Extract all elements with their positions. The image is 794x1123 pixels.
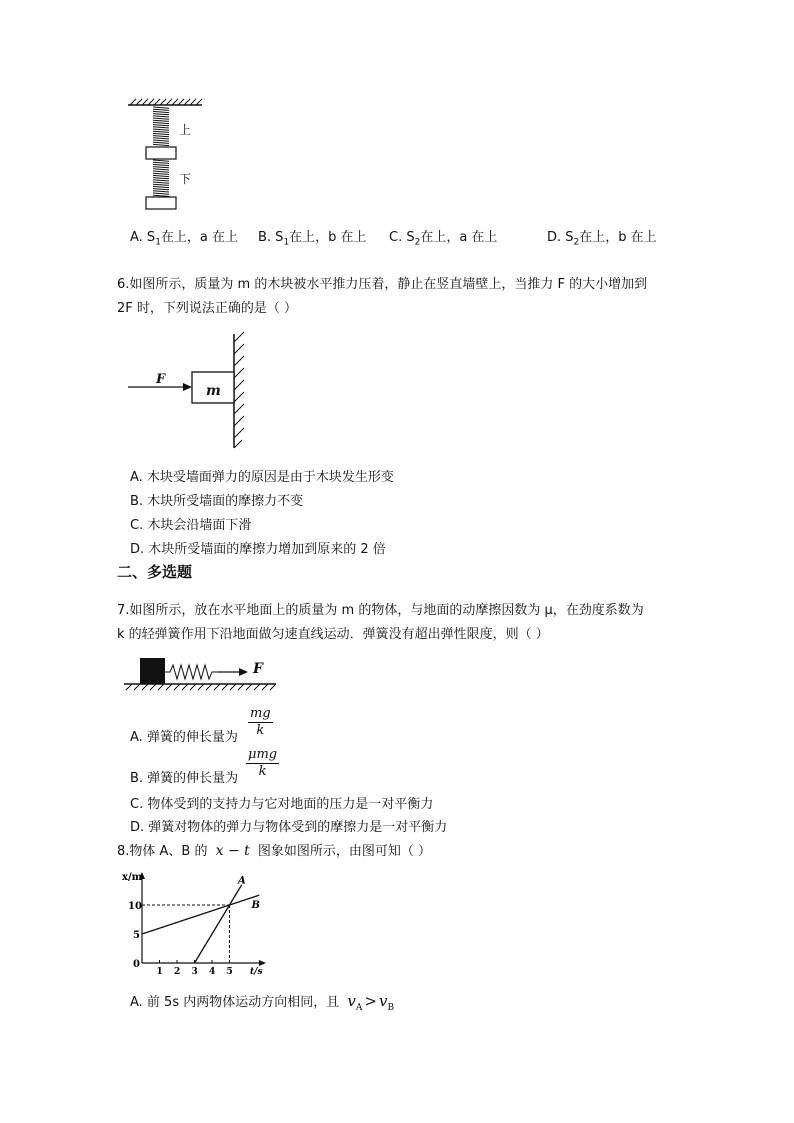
q8-stem: 8.物体 A、B 的 x − t 图象如图所示，由图可知（ ） (117, 843, 432, 859)
x-axis-arrow (259, 960, 266, 966)
q7-force-label: F (253, 661, 263, 677)
x-tick-label: 4 (209, 967, 216, 977)
q6-option-c[interactable]: C. 木块会沿墙面下滑 (130, 518, 252, 533)
series-label-A: A (238, 875, 246, 887)
q8-stem-math: x − t (215, 843, 250, 859)
x-tick-label: 3 (191, 967, 198, 977)
y-axis-label: x/m (122, 872, 143, 883)
q6-option-a[interactable]: A. 木块受墙面弹力的原因是由于木块发生形变 (130, 470, 394, 485)
q8-option-a[interactable] (130, 991, 394, 1013)
series-label-B: B (251, 900, 260, 911)
q6-option-d[interactable]: D. 木块所受墙面的摩擦力增加到原来的 2 倍 (130, 542, 386, 557)
y-tick-label: 10 (128, 901, 142, 912)
q6-option-b[interactable]: B. 木块所受墙面的摩擦力不变 (130, 494, 304, 509)
q6-block-wall-figure (120, 330, 260, 452)
x-axis-label: t/s (250, 967, 263, 977)
series-line-B (142, 895, 259, 934)
q7-option-a-text: A. 弹簧的伸长量为 (130, 730, 238, 745)
q7-option-b-text: B. 弹簧的伸长量为 (130, 771, 239, 786)
q7-option-b[interactable] (130, 767, 238, 786)
q6-force-label: F (156, 372, 166, 387)
q8-option-a-text: A. 前 5s 内两物体运动方向相同，且 (130, 995, 340, 1010)
x-tick-label: 2 (174, 967, 181, 977)
series-line-A (195, 885, 242, 963)
q5-option-a[interactable]: A. $S_1$在上，a 在上 (130, 230, 239, 248)
q7-option-b-fraction: μmg k (248, 747, 278, 779)
q8-option-a-math: $v_A > v_B$ (347, 992, 395, 1013)
q6-stem-line2: 2F 时，下列说法正确的是（ ） (117, 301, 298, 316)
section-title-multiple-choice: 二、多选题 (117, 563, 193, 581)
q5-spring-figure (120, 95, 210, 215)
q7-option-a-fraction: $\frac{mg}{k}$ (250, 706, 271, 738)
q7-stem-line1: 7.如图所示，放在水平地面上的质量为 m 的物体，与地面的动摩擦因数为 μ，在劲度系数为 (117, 603, 644, 618)
x-tick-label: 1 (156, 967, 163, 977)
q5-option-d[interactable]: D. $S_2$在上，b 在上 (547, 230, 657, 248)
q5-label-up: 上 (179, 123, 192, 137)
q6-stem-line1: 6.如图所示，质量为 m 的木块被水平推力压着，静止在竖直墙壁上，当推力 F 的大小增加到 (117, 277, 648, 292)
y-tick-label: 5 (133, 930, 140, 941)
q5-label-down: 下 (179, 172, 192, 186)
q6-mass-label: m (206, 383, 221, 399)
q7-option-d[interactable]: D. 弹簧对物体的弹力与物体受到的摩擦力是一对平衡力 (130, 820, 448, 835)
x-tick-label: 5 (226, 967, 233, 977)
q7-option-c[interactable]: C. 物体受到的支持力与它对地面的压力是一对平衡力 (130, 797, 434, 812)
q5-option-b[interactable]: B. $S_1$在上，b 在上 (258, 230, 367, 248)
q7-stem-line2: k 的轻弹簧作用下沿地面做匀速直线运动．弹簧没有超出弹性限度，则（ ） (117, 627, 549, 642)
q5-option-c[interactable]: C. $S_2$在上，a 在上 (389, 230, 498, 248)
origin-label: 0 (133, 959, 140, 970)
q8-xt-graph (120, 866, 270, 982)
q7-option-a[interactable] (130, 726, 238, 745)
